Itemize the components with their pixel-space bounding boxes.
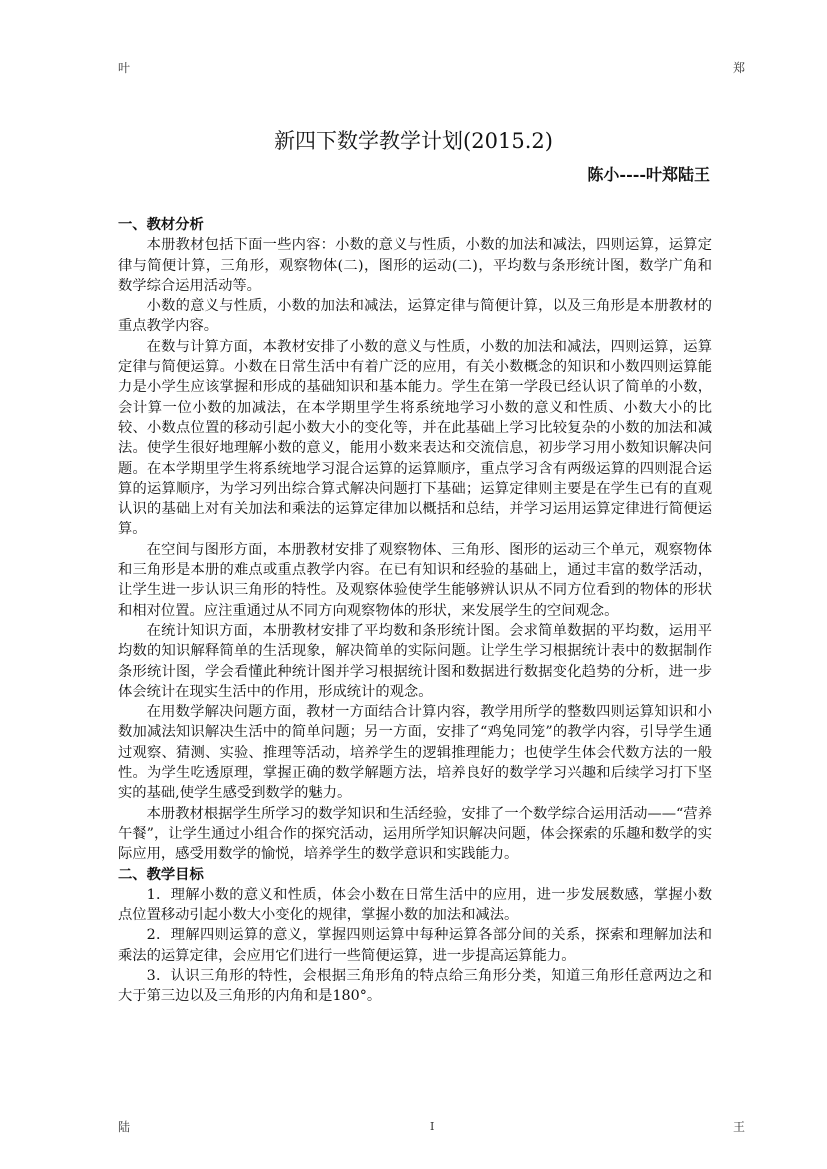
section-heading-goals: 二、教学目标 bbox=[118, 866, 204, 883]
footer-right-mark: 王 bbox=[733, 1120, 746, 1134]
section-heading-analysis: 一、教材分析 bbox=[118, 217, 204, 233]
page-number: I bbox=[430, 1120, 435, 1133]
goal-item: 3．认识三角形的特性，会根据三角形角的特点给三角形分类，知道三角形任意两边之和大于第三边以及三角形的内角和是180°。 bbox=[118, 967, 712, 1005]
paragraph: 本册教材根据学生所学习的数学知识和生活经验，安排了一个数学综合运用活动——“营养午餐”，让学生通过小组合作的探究活动，运用所学知识解决问题，体会探索的乐趣和数学的实际应用，感受用数学的愉悦，培养学生的数学意识和实践能力。 bbox=[118, 805, 712, 863]
paragraph: 在空间与图形方面，本册教材安排了观察物体、三角形、图形的运动三个单元，观察物体和三角形是本册的难点或重点教学内容。在已有知识和经验的基础上，通过丰富的数学活动，让学生进一步认识三角形的特性。及观察体验使学生能够辨认识从不同方位看到的物体的形状和相对位置。应注重通过从不同方向观察物体的形状，来发展学生的空间观念。 bbox=[118, 541, 712, 619]
paragraph: 在数与计算方面，本教材安排了小数的意义与性质，小数的加法和减法，四则运算，运算定律与简便运算。小数在日常生活中有着广泛的应用，有关小数概念的知识和小数四则运算能力是小学生应该掌握和形成的基础知识和基本能力。学生在第一学段已经认识了简单的小数，会计算一位小数的加减法，在本学期里学生将系统地学习小数的意义和性质、小数大小的比较、小数点位置的移动引起小数大小的变化等，并在此基础上学习比较复杂的小数的加法和减法。使学生很好地理解小数的意义，能用小数来表达和交流信息，初步学习用小数知识解决问题。在本学期里学生将系统地学习混合运算的运算顺序，重点学习含有两级运算的四则混合运算的运算顺序，为学习列出综合算式解决问题打下基础；运算定律则主要是在学生已有的直观认识的基础上对有关加法和乘法的运算定律加以概括和总结，并学习运用运算定律进行简便运算。 bbox=[118, 338, 712, 538]
paragraph: 在用数学解决问题方面，教材一方面结合计算内容，教学用所学的整数四则运算知识和小数加减法知识解决生活中的简单问题；另一方面，安排了“鸡兔同笼”的教学内容，引导学生通过观察、猜测、实验、推理等活动，培养学生的逻辑推理能力；也使学生体会代数方法的一般性。为学生吃透原理，掌握正确的数学解题方法，培养良好的数学学习兴趣和后续学习打下坚实的基础,使学生感受到数学的魅力。 bbox=[118, 704, 712, 802]
footer-left-mark: 陆 bbox=[118, 1120, 131, 1134]
goal-item: 2．理解四则运算的意义，掌握四则运算中每种运算各部分间的关系，探索和理解加法和乘法的运算定律，会应用它们进行一些简便运算，进一步提高运算能力。 bbox=[118, 927, 712, 964]
header-right-mark: 郑 bbox=[733, 61, 746, 75]
paragraph: 在统计知识方面，本册教材安排了平均数和条形统计图。会求简单数据的平均数，运用平均数的知识解释简单的生活现象，解决简单的实际问题。让学生学习根据统计表中的数据制作条形统计图，学会看懂此种统计图并学习根据统计图和数据进行数据变化趋势的分析，进一步体会统计在现实生活中的作用，形成统计的观念。 bbox=[118, 622, 712, 700]
document-body bbox=[118, 215, 712, 1007]
goal-item: 1．理解小数的意义和性质，体会小数在日常生活中的应用，进一步发展数感，掌握小数点位置移动引起小数大小变化的规律，掌握小数的加法和减法。 bbox=[118, 886, 712, 924]
document-title: 新四下数学教学计划(2015.2) bbox=[274, 129, 553, 154]
paragraph: 小数的意义与性质，小数的加法和减法，运算定律与简便计算，以及三角形是本册教材的重点教学内容。 bbox=[118, 298, 712, 335]
author-line: 陈小----叶郑陆王 bbox=[587, 165, 710, 184]
header-left-mark: 叶 bbox=[118, 61, 131, 75]
paragraph: 本册教材包括下面一些内容：小数的意义与性质，小数的加法和减法，四则运算，运算定律与简便计算，三角形，观察物体(二)，图形的运动(二)，平均数与条形统计图，数学广角和数学综合运用活动等。 bbox=[118, 237, 712, 294]
